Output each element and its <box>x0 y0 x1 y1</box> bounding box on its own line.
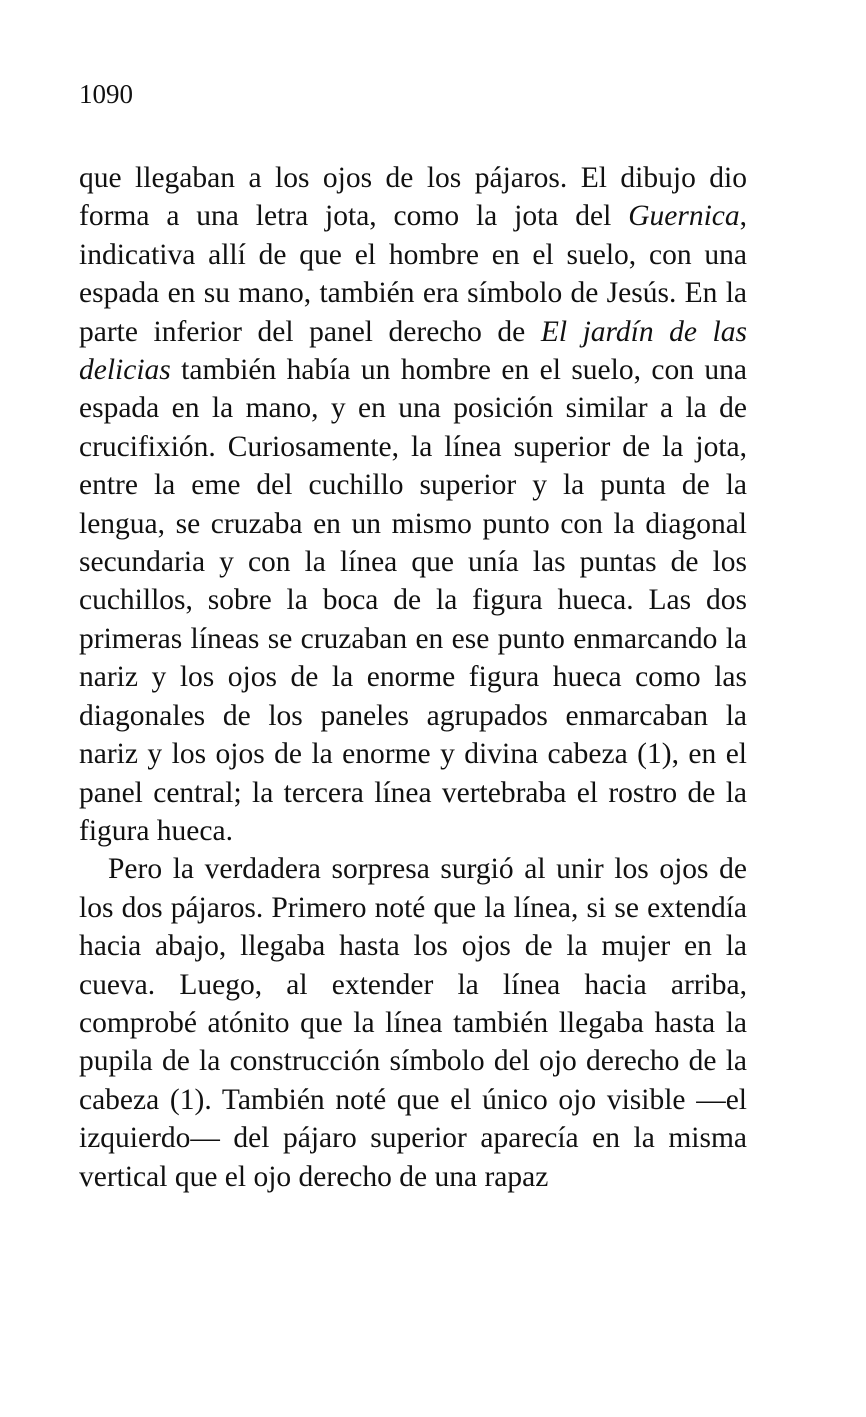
paragraph-1-text-b: , indicativa allí de que el hombre en el suelo, con una espada en su mano, también era símbolo de Jesús. En la parte inferior del panel derecho de <box>79 200 747 348</box>
italic-title-guernica: Guernica <box>628 200 740 233</box>
paragraph-1-text-a: que llegaban a los ojos de los pájaros. El dibujo dio forma a una letra jota, como la jota del <box>79 162 747 233</box>
paragraph-1 <box>79 159 747 850</box>
paragraph-2: Pero la verdadera sorpresa surgió al unir los ojos de los dos pájaros. Primero noté que la línea, si se extendía hacia abajo, llegaba hasta los ojos de la mujer en la cueva. Luego, al extender la línea hacia arriba, comprobé atónito que la línea también llegaba hasta la pupila de la construcción símbolo del ojo derecho de la cabeza (1). También noté que el único ojo visible —el izquierdo— del pájaro superior aparecía en la misma vertical que el ojo derecho de una rapaz <box>79 853 747 1193</box>
page-number: 1090 <box>79 79 133 109</box>
paragraph-1-text-c: también había un hombre en el suelo, con una espada en la mano, y en una posición similar a la de crucifixión. Curiosamente, la línea superior de la jota, entre la eme del cuchillo superior y la punta de la lengua, se cruzaba en un mismo punto con la diagonal secundaria y con la línea que unía las puntas de los cuchillos, sobre la boca de la figura hueca. Las dos primeras líneas se cruzaban en ese punto enmarcando la nariz y los ojos de la enorme figura hueca como las diagonales de los paneles agrupados enmarcaban la nariz y los ojos de la enorme y divina cabeza (1), en el panel central; la tercera línea vertebraba el rostro de la figura hueca. <box>79 354 747 847</box>
body-text <box>79 159 747 1196</box>
italic-title-jardin-delicias: El jardín de las delicias <box>79 315 747 387</box>
